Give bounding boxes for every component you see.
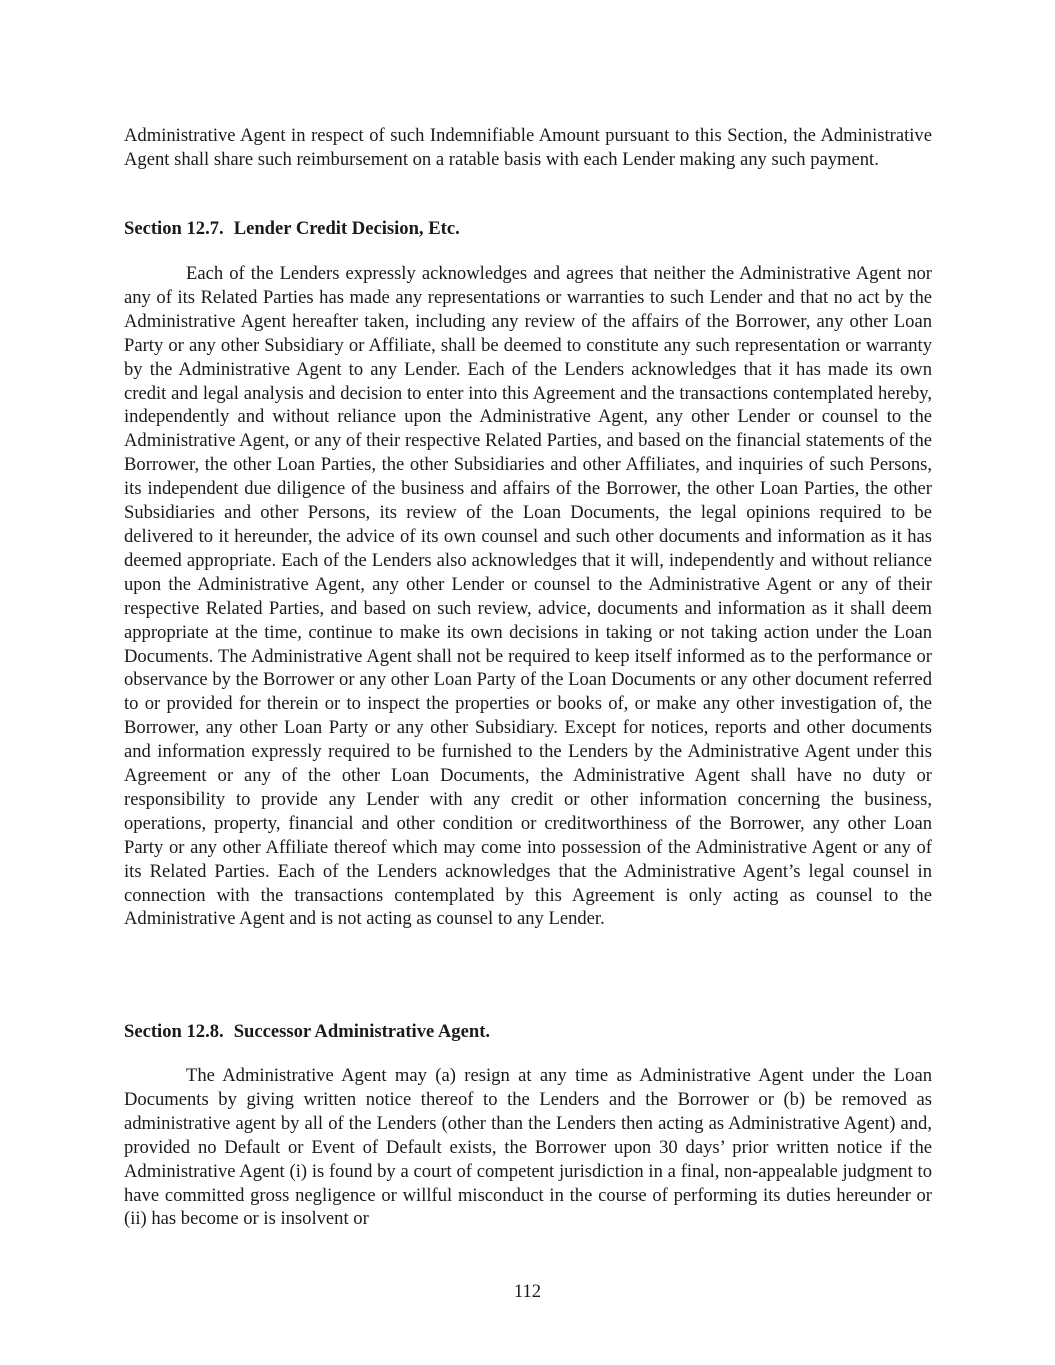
section-12-8-heading — [124, 1020, 490, 1044]
continued-paragraph: Administrative Agent in respect of such Indemnifiable Amount pursuant to this Section, the Administrative Agent shall share such reimbursement on a ratable basis with each Lender making any such payment. — [124, 125, 932, 170]
section-12-7-title: Lender Credit Decision, Etc. — [233, 218, 460, 239]
section-12-7-number: Section 12.7. — [124, 218, 224, 239]
section-12-7-body: Each of the Lenders expressly acknowledges and agrees that neither the Administrative Agent nor any of its Related Parties has made any representations or warranties to such Lender and that no act by the Administrative Agent hereafter taken, including any review of the affairs of the Borrower, any other Loan Party or any other Subsidiary or Affiliate, shall be deemed to constitute any such representation or warranty by the Administrative Agent to any Lender. Each of the Lenders acknowledges that it has made its own credit and legal analysis and decision to enter into this Agreement and the transactions contemplated hereby, independently and without reliance upon the Administrative Agent, any other Lender or counsel to the Administrative Agent, or any of their respective Related Parties, and based on the financial statements of the Borrower, the other Loan Parties, the other Subsidiaries and other Affiliates, and inquiries of such Persons, its independent due diligence of the business and affairs of the Borrower, the other Loan Parties, the other Subsidiaries and other Persons, its review of the Loan Documents, the legal opinions required to be delivered to it hereunder, the advice of its own counsel and such other documents and information as it has deemed appropriate. Each of the Lenders also acknowledges that it will, independently and without reliance upon the Administrative Agent, any other Lender or counsel to the Administrative Agent or any of their respective Related Parties, and based on such review, advice, documents and information as it shall deem appropriate at the time, continue to make its own decisions in taking or not taking action under the Loan Documents. The Administrative Agent shall not be required to keep itself informed as to the performance or observance by the Borrower or any other Loan Party of the Loan Documents or any other document referred to or provided for therein or to inspect the properties or books of, or make any other investigation of, the Borrower, any other Loan Party or any other Subsidiary. Except for notices, reports and other documents and information expressly required to be furnished to the Lenders by the Administrative Agent under this Agreement or any of the other Loan Documents, the Administrative Agent shall have no duty or responsibility to provide any Lender with any credit or other information concerning the business, operations, property, financial and other condition or creditworthiness of the Borrower, any other Loan Party or any other Affiliate thereof which may come into possession of the Administrative Agent or any of its Related Parties. Each of the Lenders acknowledges that the Administrative Agent’s legal counsel in connection with the transactions contemplated by this Agreement is only acting as counsel to the Administrative Agent and is not acting as counsel to any Lender. — [124, 263, 932, 930]
page-number: 112 — [513, 1281, 542, 1302]
section-12-8-body: The Administrative Agent may (a) resign at any time as Administrative Agent under the Loan Documents by giving written notice thereof to the Lenders and the Borrower or (b) be removed as administrative agent by all of the Lenders (other than the Lenders then acting as Administrative Agent) and, provided no Default or Event of Default exists, the Borrower upon 30 days’ prior written notice if the Administrative Agent (i) is found by a court of competent jurisdiction in a final, non-appealable judgment to have committed gross negligence or willful misconduct in the course of performing its duties hereunder or (ii) has become or is insolvent or — [124, 1065, 932, 1230]
section-12-8-number: Section 12.8. — [124, 1021, 224, 1042]
section-12-8-title: Successor Administrative Agent. — [233, 1021, 491, 1042]
section-12-7-heading — [124, 217, 460, 241]
